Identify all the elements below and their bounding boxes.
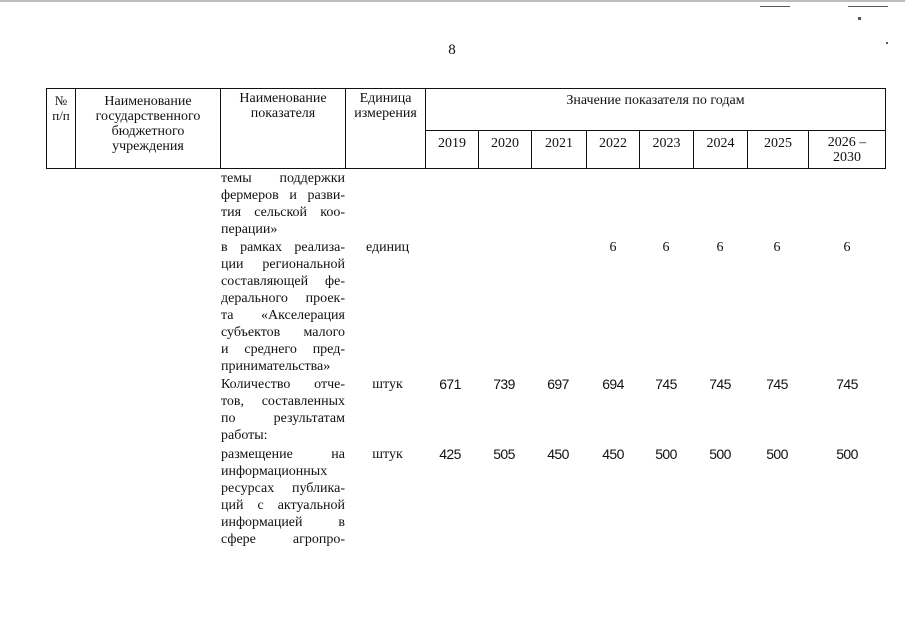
indicator-line: и среднего пред- xyxy=(221,342,345,357)
value-cell: 739 xyxy=(493,376,515,392)
value-cell: 697 xyxy=(547,376,569,392)
unit-cell: штук xyxy=(372,377,403,392)
indicator-line: составляющей фе- xyxy=(221,274,345,289)
indicator-line: ресурсах публика- xyxy=(221,481,345,496)
indicator-line: размещение на xyxy=(221,447,345,462)
value-cell: 425 xyxy=(439,446,461,462)
value-cell: 500 xyxy=(766,446,788,462)
value-cell: 745 xyxy=(766,376,788,392)
value-cell: 6 xyxy=(662,240,670,255)
indicator-line: принимательства» xyxy=(221,359,331,374)
header-unit xyxy=(345,88,426,169)
indicator-line: темы поддержки xyxy=(221,171,345,186)
header-num xyxy=(46,88,76,169)
indicator-line: фермеров и разви- xyxy=(221,188,345,203)
header-year-label: 2022 xyxy=(599,136,627,151)
indicator-line: по результатам xyxy=(221,411,345,426)
header-year-label: 2026 – 2030 xyxy=(827,135,867,165)
header-indicator xyxy=(220,88,346,169)
value-cell: 6 xyxy=(773,240,781,255)
indicator-line: Количество отче- xyxy=(221,377,345,392)
indicator-line: в рамках реализа- xyxy=(221,240,345,255)
scan-artifact xyxy=(858,17,861,20)
header-year xyxy=(693,130,748,169)
indicator-line: перации» xyxy=(221,222,278,237)
header-institution-label: Наименование государственного бюджетного учреждения xyxy=(95,94,201,154)
value-cell: 6 xyxy=(843,240,851,255)
indicator-line: тов, составленных xyxy=(221,394,345,409)
header-year xyxy=(531,130,587,169)
page-number: 8 xyxy=(448,42,456,58)
scan-artifact xyxy=(848,6,888,7)
header-year xyxy=(425,130,479,169)
header-year-label: 2021 xyxy=(545,136,573,151)
value-cell: 500 xyxy=(709,446,731,462)
indicator-line: субъектов малого xyxy=(221,325,345,340)
unit-cell: единиц xyxy=(365,240,410,255)
header-year xyxy=(747,130,809,169)
header-year xyxy=(808,130,886,169)
indicator-line: та «Акселерация xyxy=(221,308,345,323)
header-year-label: 2019 xyxy=(438,136,466,151)
value-cell: 745 xyxy=(709,376,731,392)
indicator-line: дерального проек- xyxy=(221,291,345,306)
header-indicator-label: Наименование показателя xyxy=(239,91,327,121)
header-year-label: 2024 xyxy=(706,136,735,151)
header-values-group-label: Значение показателя по годам xyxy=(566,93,745,108)
value-cell: 745 xyxy=(655,376,677,392)
value-cell: 500 xyxy=(836,446,858,462)
value-cell: 505 xyxy=(493,446,515,462)
value-cell: 6 xyxy=(609,240,617,255)
header-year xyxy=(639,130,694,169)
indicator-line: сфере агропро- xyxy=(221,532,345,547)
header-year-label: 2023 xyxy=(652,136,681,151)
indicator-line: тия сельской коо- xyxy=(221,205,345,220)
header-institution xyxy=(75,88,221,169)
header-unit-label: Единица измерения xyxy=(354,91,417,121)
header-year xyxy=(478,130,532,169)
indicator-line: ции региональной xyxy=(221,257,345,272)
indicator-line: работы: xyxy=(221,428,268,443)
scan-artifact xyxy=(886,42,888,44)
indicator-line: информацией в xyxy=(221,515,345,530)
unit-cell: штук xyxy=(372,447,403,462)
value-cell: 745 xyxy=(836,376,858,392)
value-cell: 671 xyxy=(439,376,461,392)
page-top-edge xyxy=(0,0,905,2)
value-cell: 6 xyxy=(716,240,724,255)
indicator-line: ций с актуальной xyxy=(221,498,345,513)
value-cell: 450 xyxy=(547,446,569,462)
scan-artifact xyxy=(760,6,790,7)
value-cell: 500 xyxy=(655,446,677,462)
header-year-label: 2020 xyxy=(491,136,519,151)
value-cell: 694 xyxy=(602,376,624,392)
value-cell: 450 xyxy=(602,446,624,462)
header-values-group xyxy=(425,88,886,131)
header-year xyxy=(586,130,640,169)
header-year-label: 2025 xyxy=(764,136,792,151)
header-num-label: № п/п xyxy=(52,93,70,123)
indicator-line: информационных xyxy=(221,464,328,479)
